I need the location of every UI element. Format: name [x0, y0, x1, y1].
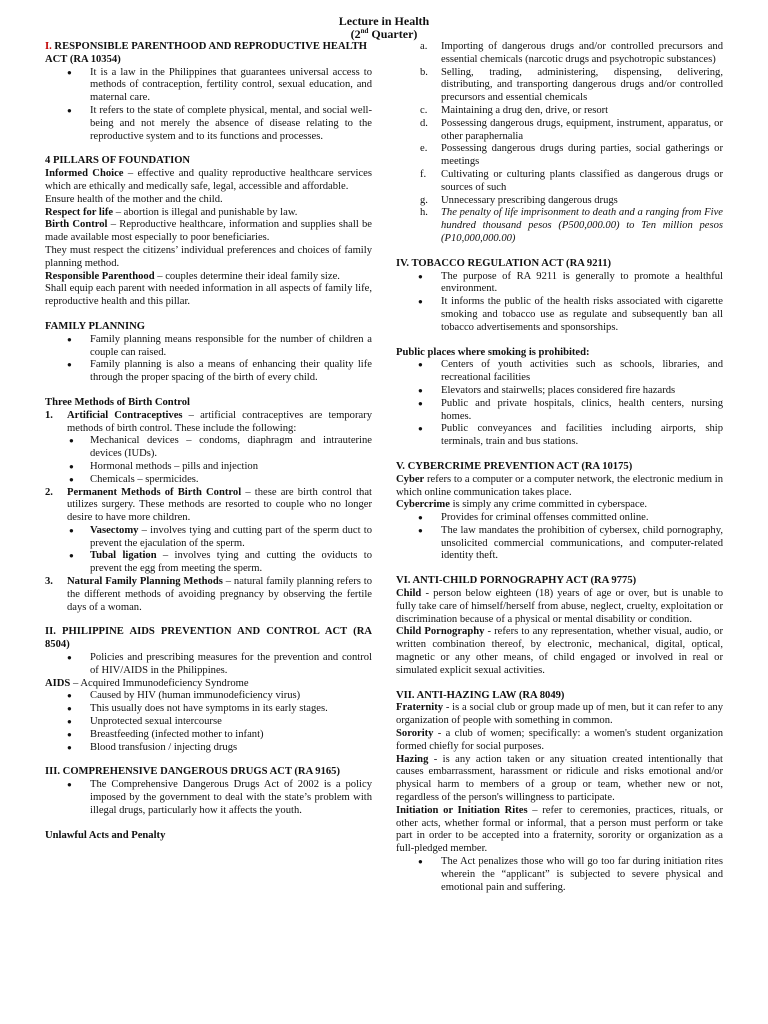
- list-item: ● Chemicals – spermicides.: [45, 474, 372, 487]
- pillar-note: Ensure health of the mother and the child.: [45, 193, 223, 205]
- list-item: ● This usually does not have symptoms in its early stages.: [45, 703, 372, 716]
- definition: – Reproductive healthcare, information and supplies shall be made available most especially to poor beneficiaries.: [45, 219, 373, 244]
- definition: refers to a computer or a computer network, the electronic medium in which online communication takes place.: [396, 473, 723, 498]
- list-item: ● It is a law in the Philippines that guarantees universal access to methods of contraception, fertility control, sexual education, and maternal care.: [45, 67, 372, 105]
- section-1-heading: [45, 41, 372, 67]
- quarter-label: (2: [350, 27, 361, 41]
- term: Permanent Methods of Birth Control: [67, 486, 242, 498]
- section-4-bullets: [396, 271, 723, 335]
- document-subtitle: [0, 28, 768, 41]
- definition: – refer to ceremonies, practices, rituals, or other acts, whether formal or informal, that a person must perform or take part in order to be accepted into a fraternity, sorority or organization as a full-pledged member.: [396, 804, 723, 855]
- definition: - is a social club or group made up of men, but it can refer to any organization of people with something in common.: [396, 702, 723, 727]
- list-item: [396, 41, 723, 67]
- definition: – artificial contraceptives are temporary methods of birth control. These include the following:: [67, 409, 372, 434]
- list-item: ● Public and private hospitals, clinics, health centers, nursing homes.: [396, 398, 723, 424]
- list-letter: c.: [420, 104, 428, 116]
- list-item: ● The Act penalizes those who will go too far during initiation rites wherein the “applicant” is subjected to severe physical and emotional pain and suffering.: [396, 856, 723, 894]
- term: Cybercrime: [396, 499, 450, 511]
- term: Artificial Contraceptives: [67, 409, 183, 421]
- list-text: Possessing dangerous drugs, equipment, instrument, apparatus, or other paraphernalia: [441, 117, 723, 142]
- child-pornography-definition: [396, 626, 723, 677]
- list-item: ● Caused by HIV (human immunodeficiency virus): [45, 690, 372, 703]
- smoking-places-bullets: [396, 359, 723, 449]
- list-letter: h.: [420, 207, 428, 219]
- list-item: ● Centers of youth activities such as schools, libraries, and recreational facilities: [396, 359, 723, 385]
- term: Vasectomy: [90, 524, 139, 536]
- list-text: Possessing dangerous drugs during parties, social gatherings or meetings: [441, 143, 723, 168]
- list-item: ● Family planning is also a means of enhancing their quality life through the proper spacing of the birth of every child.: [45, 359, 372, 385]
- section-1-title: RESPONSIBLE PARENTHOOD AND REPRODUCTIVE HEALTH ACT (RA 10354): [45, 41, 368, 65]
- section-3-heading: III. COMPREHENSIVE DANGEROUS DRUGS ACT (RA 9165): [45, 766, 340, 778]
- quarter-superscript: nd: [360, 27, 369, 35]
- list-item: [45, 525, 372, 551]
- definition: is simply any crime committed in cyberspace.: [449, 499, 648, 511]
- cybercrime-definition: [396, 499, 723, 512]
- list-text: Selling, trading, administering, dispensing, delivering, distributing, and transporting dangerous drugs and/or controlled precursors and essential chemicals: [441, 66, 723, 104]
- pillars-heading: 4 PILLARS OF FOUNDATION: [45, 155, 191, 167]
- section-4-heading: IV. TOBACCO REGULATION ACT (RA 9211): [396, 257, 612, 269]
- pillar-responsible-parenthood: [45, 271, 372, 284]
- list-text: Cultivating or culturing plants classified as dangerous drugs or sources of such: [441, 168, 723, 193]
- term: Tubal ligation: [90, 550, 157, 562]
- section-2-bullets: [45, 652, 372, 678]
- definition: – natural family planning refers to the different methods of avoiding pregnancy by observing the fertile days of a woman.: [67, 576, 372, 613]
- permanent-methods-bullets: [45, 525, 372, 576]
- family-planning-bullets: [45, 334, 372, 385]
- term: Natural Family Planning Methods: [67, 576, 223, 588]
- fraternity-definition: [396, 702, 723, 728]
- list-item: ● Mechanical devices – condoms, diaphragm and intrauterine devices (IUDs).: [45, 435, 372, 461]
- definition: - refers to any representation, whether visual, audio, or written combination thereof, by electronic, mechanical, digital, optical, magnetic or any other means, of child engaged or involved in real or simulated explicit sexual activities.: [396, 626, 723, 676]
- left-column: [45, 41, 372, 842]
- term: Initiation or Initiation Rites: [396, 804, 528, 816]
- section-6-heading: VI. ANTI-CHILD PORNOGRAPHY ACT (RA 9775): [396, 575, 637, 587]
- pillar-respect-for-life: [45, 207, 372, 220]
- term: Responsible Parenthood: [45, 270, 155, 282]
- list-item: ● Family planning means responsible for the number of children a couple can raised.: [45, 334, 372, 360]
- list-text: Maintaining a drug den, drive, or resort: [441, 104, 609, 116]
- term: AIDS: [45, 677, 71, 689]
- term: Hazing: [396, 753, 429, 765]
- aids-bullets: [45, 690, 372, 754]
- section-7-heading: VII. ANTI-HAZING LAW (RA 8049): [396, 689, 565, 701]
- list-letter: b.: [420, 66, 428, 78]
- birth-control-methods-list: [45, 410, 372, 615]
- term: Child: [396, 588, 422, 600]
- term: Informed Choice: [45, 168, 124, 180]
- artificial-methods-bullets: [45, 435, 372, 486]
- unlawful-acts-heading: Unlawful Acts and Penalty: [45, 829, 166, 841]
- section-5-heading: V. CYBERCRIME PREVENTION ACT (RA 10175): [396, 460, 633, 472]
- definition: – abortion is illegal and punishable by law.: [113, 206, 298, 218]
- quarter-label-end: Quarter): [368, 27, 418, 41]
- term: Fraternity: [396, 702, 444, 714]
- right-column: [396, 41, 723, 894]
- term: Child Pornography: [396, 626, 485, 638]
- list-item: ● Unprotected sexual intercourse: [45, 716, 372, 729]
- smoking-places-heading: Public places where smoking is prohibited:: [396, 346, 590, 358]
- section-7-bullets: [396, 856, 723, 894]
- list-item: [396, 143, 723, 169]
- list-item: ● The purpose of RA 9211 is generally to promote a healthful environment.: [396, 271, 723, 297]
- pillar-note: They must respect the citizens’ individual preferences and choices of family planning method.: [45, 244, 372, 269]
- list-item: ● Breastfeeding (infected mother to infant): [45, 729, 372, 742]
- family-planning-heading: FAMILY PLANNING: [45, 320, 145, 332]
- definition: - is any action taken or any situation created intentionally that causes embarrassment, harassment or ridicule and risks emotional and/or physical harm to members of a group or team, whether new or not, regardless of the person's willingness to participate.: [396, 753, 723, 804]
- list-item: ● The Comprehensive Dangerous Drugs Act of 2002 is a policy imposed by the government to deal with the state’s problem with illegal drugs, particularly how it affects the youth.: [45, 779, 372, 817]
- child-definition: [396, 588, 723, 626]
- definition: – effective and quality reproductive healthcare services which are ethically and medically safe, legal, accessible and affordable.: [45, 168, 372, 192]
- section-3-bullets: [45, 779, 372, 817]
- section-1-number: I.: [45, 41, 52, 52]
- list-item: ● Provides for criminal offenses committed online.: [396, 512, 723, 525]
- list-item: [396, 118, 723, 144]
- definition: - a club of women; specifically: a women's student organization formed chiefly for social purposes.: [396, 728, 723, 752]
- list-item: ● Policies and prescribing measures for the prevention and control of HIV/AIDS in the Philippines.: [45, 652, 372, 678]
- definition: – Acquired Immunodeficiency Syndrome: [70, 677, 249, 689]
- definition: – involves tying and cutting the oviducts to prevent the egg from meeting the sperm.: [90, 550, 372, 575]
- list-item: [45, 410, 372, 487]
- list-item: ● It refers to the state of complete physical, mental, and social well-being and not merely the absence of disease relating to the reproductive system and to its functions and processes.: [45, 105, 372, 143]
- term: Birth Control: [45, 219, 108, 231]
- list-letter: e.: [420, 143, 428, 155]
- term: Sorority: [396, 728, 434, 740]
- sorority-definition: [396, 728, 723, 754]
- cyber-definition: [396, 474, 723, 500]
- definition: - person below eighteen (18) years of age or over, but is unable to fully take care of himself/herself from abuse, neglect, cruelty, exploitation or discrimination because of a physical or mental disability or condition.: [396, 588, 723, 625]
- list-letter: a.: [420, 41, 428, 52]
- definition: – involves tying and cutting part of the sperm duct to prevent the ejaculation of the sperm.: [90, 524, 372, 549]
- list-number: 3.: [45, 576, 53, 588]
- list-item: ● Elevators and stairwells; places considered fire hazards: [396, 385, 723, 398]
- list-item: [45, 550, 372, 576]
- list-text: Unnecessary prescribing dangerous drugs: [441, 194, 618, 206]
- list-item: ● Hormonal methods – pills and injection: [45, 461, 372, 474]
- list-number: 1.: [45, 409, 53, 421]
- list-item: ● The law mandates the prohibition of cybersex, child pornography, unsolicited commercial communications, and computer-related identity theft.: [396, 525, 723, 563]
- section-2-heading: II. PHILIPPINE AIDS PREVENTION AND CONTROL ACT (RA 8504): [45, 626, 372, 651]
- term: Cyber: [396, 473, 425, 485]
- list-item: [396, 195, 723, 208]
- list-item: ● Public conveyances and facilities including airports, ship terminals, train and bus stations.: [396, 423, 723, 449]
- list-item: ● It informs the public of the health risks associated with cigarette smoking and tobacco use as regulate and subsequently ban all tobacco advertisements and sponsorships.: [396, 296, 723, 334]
- list-letter: d.: [420, 117, 428, 129]
- definition: – these are birth control that utilizes surgery. These methods are resorted to couple who no longer desire to have more children.: [67, 486, 372, 524]
- list-number: 2.: [45, 486, 53, 498]
- definition: – couples determine their ideal family size.: [154, 270, 340, 282]
- section-1-bullets: [45, 67, 372, 144]
- hazing-definition: [396, 754, 723, 805]
- list-letter: f.: [420, 168, 427, 180]
- unlawful-acts-list: [396, 41, 723, 246]
- aids-definition: [45, 678, 372, 691]
- list-letter: g.: [420, 194, 428, 206]
- term: Respect for life: [45, 206, 114, 218]
- initiation-definition: [396, 805, 723, 856]
- list-item: [45, 487, 372, 577]
- document-title: Lecture in Health: [338, 14, 430, 28]
- pillar-informed-choice: [45, 168, 372, 194]
- list-item: [45, 576, 372, 614]
- pillar-birth-control: [45, 219, 372, 245]
- list-text: Importing of dangerous drugs and/or controlled precursors and essential chemicals (narcotic drugs and psychotropic substances): [441, 41, 723, 65]
- list-item: [396, 67, 723, 105]
- list-text: The penalty of life imprisonment to death and a ranging from Five hundred thousand pesos (P500,000.00) to Ten million pesos (P10,000,000.00): [441, 207, 723, 244]
- list-item: ● Blood transfusion / injecting drugs: [45, 742, 372, 755]
- list-item-penalty: [396, 207, 723, 245]
- pillar-note: Shall equip each parent with needed information in all aspects of family life, reproductive health and this pillar.: [45, 283, 372, 308]
- list-item: [396, 105, 723, 118]
- list-item: [396, 169, 723, 195]
- birth-control-methods-heading: Three Methods of Birth Control: [45, 396, 190, 408]
- section-5-bullets: [396, 512, 723, 563]
